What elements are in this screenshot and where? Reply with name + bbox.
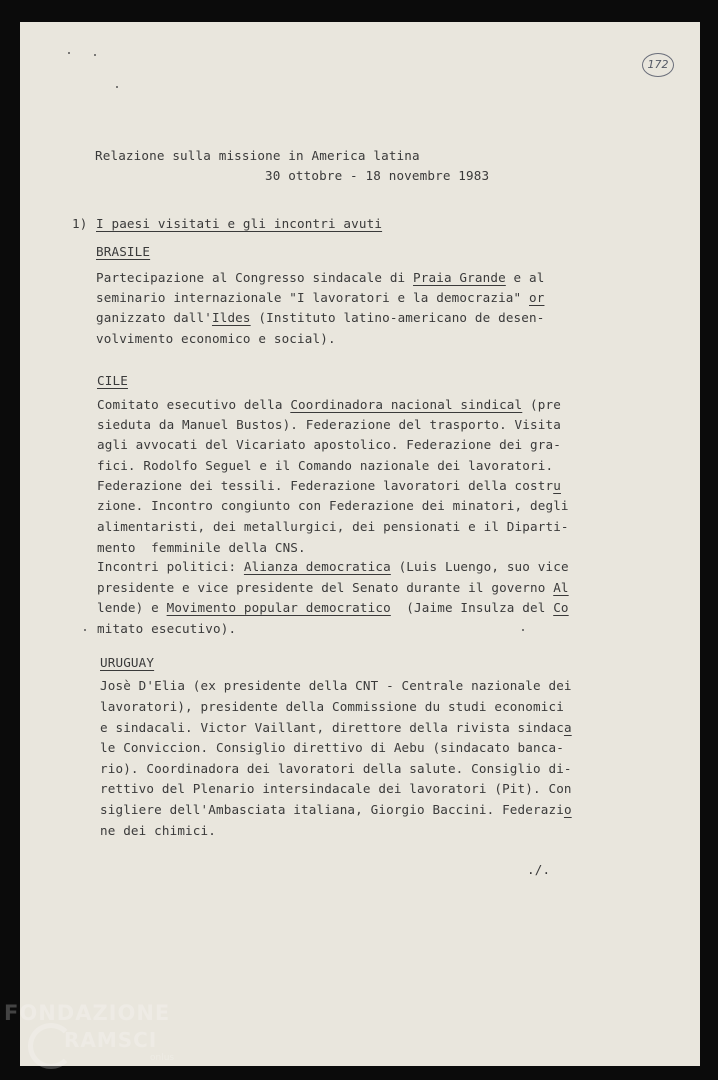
uruguay-line: Josè D'Elia (ex presidente della CNT - Centrale nazionale dei: [100, 678, 572, 693]
cile-line: Federazione dei tessili. Federazione lavoratori della costru: [97, 478, 561, 493]
section-number: 1): [72, 216, 88, 231]
uruguay-line: ne dei chimici.: [100, 823, 216, 838]
brasile-line: seminario internazionale "I lavoratori e la democrazia" or: [96, 290, 545, 305]
cile-line: Incontri politici: Alianza democratica (Luis Luengo, suo vice: [97, 559, 569, 574]
ink-speck: [522, 629, 524, 631]
uruguay-line: sigliere dell'Ambasciata italiana, Giorgio Baccini. Federazio: [100, 802, 572, 817]
brasile-heading: BRASILE: [96, 244, 151, 259]
ink-speck: [84, 629, 86, 631]
uruguay-line: e sindacali. Victor Vaillant, direttore della rivista sindaca: [100, 720, 572, 735]
cile-line: Comitato esecutivo della Coordinadora nacional sindical (pre: [97, 397, 561, 412]
cile-line: lende) e Movimento popular democratico (Jaime Insulza del Co: [97, 600, 569, 615]
brasile-line: Partecipazione al Congresso sindacale di Praia Grande e al: [96, 270, 545, 285]
document-title: Relazione sulla missione in America latina: [95, 148, 420, 163]
ink-speck: [68, 52, 70, 54]
uruguay-line: rettivo del Plenario intersindacale dei lavoratori (Pit). Con: [100, 781, 572, 796]
brasile-line: volvimento economico e social).: [96, 331, 336, 346]
document-dates: 30 ottobre - 18 novembre 1983: [265, 168, 490, 183]
cile-line: mitato esecutivo).: [97, 621, 237, 636]
brasile-line: ganizzato dall'Ildes (Instituto latino-americano de desen-: [96, 310, 545, 325]
cile-line: sieduta da Manuel Bustos). Federazione del trasporto. Visita: [97, 417, 561, 432]
fondazione-gramsci-logo: [4, 1001, 179, 1076]
section-heading: I paesi visitati e gli incontri avuti: [96, 216, 383, 231]
logo-suffix: onlus: [150, 1053, 175, 1063]
cile-line: fici. Rodolfo Seguel e il Comando nazionale dei lavoratori.: [97, 458, 554, 473]
uruguay-heading: URUGUAY: [100, 655, 155, 670]
cile-line: alimentaristi, dei metallurgici, dei pensionati e il Diparti-: [97, 519, 569, 534]
cile-line: agli avvocati del Vicariato apostolico. Federazione dei gra-: [97, 437, 561, 452]
uruguay-line: rio). Coordinadora dei lavoratori della salute. Consiglio di-: [100, 761, 572, 776]
logo-line2: RAMSCI: [64, 1028, 158, 1052]
ink-speck: [94, 54, 96, 56]
cile-line: presidente e vice presidente del Senato durante il governo Al: [97, 580, 569, 595]
uruguay-line: lavoratori), presidente della Commissione du studi economici: [100, 699, 564, 714]
logo-line1: FONDAZIONE: [4, 1001, 171, 1025]
cile-line: zione. Incontro congiunto con Federazione dei minatori, degli: [97, 498, 569, 513]
continuation-mark: ./.: [527, 862, 551, 877]
cile-heading: CILE: [97, 373, 128, 388]
uruguay-line: le Conviccion. Consiglio direttivo di Aebu (sindacato banca-: [100, 740, 564, 755]
cile-line: mento femminile della CNS.: [97, 540, 306, 555]
ink-speck: [116, 86, 118, 88]
archive-number-stamp: 172: [642, 53, 674, 77]
